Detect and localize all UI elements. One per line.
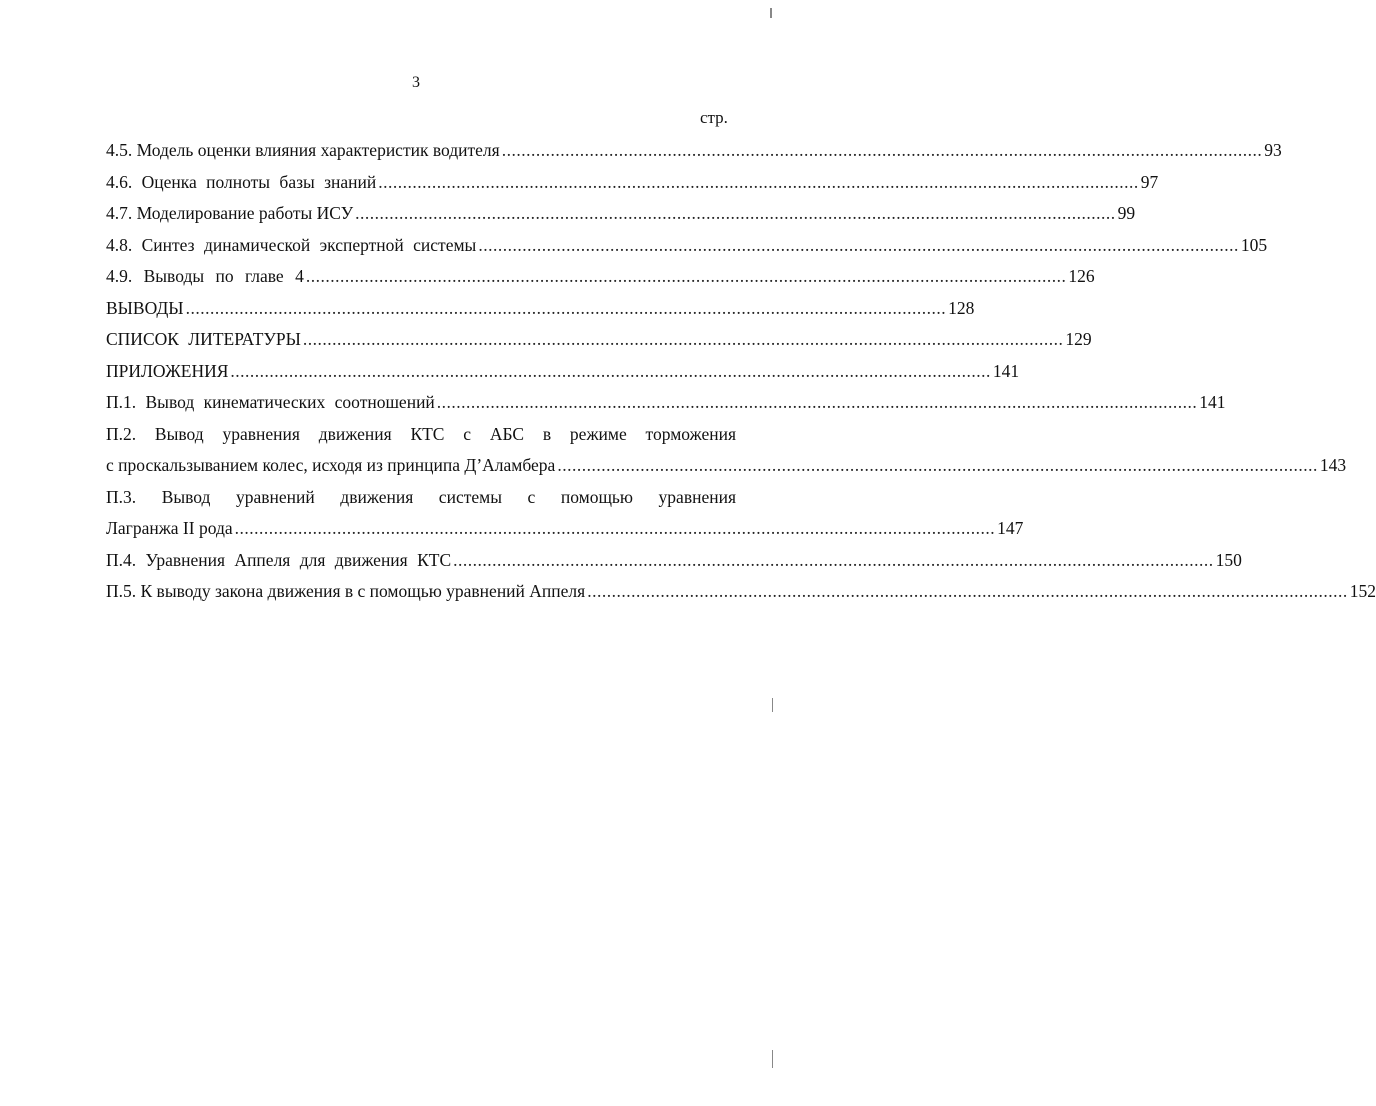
- toc-entry-page: 105: [1240, 234, 1268, 255]
- toc-entry-p4[interactable]: [106, 545, 1242, 577]
- scan-speck: [772, 1050, 773, 1068]
- toc-entry-title: П.4. Уравнения Аппеля для движения КТС: [106, 549, 452, 570]
- toc-entry-4-9[interactable]: [106, 261, 1095, 293]
- toc-entry-p1[interactable]: [106, 387, 1226, 419]
- toc-entry-page: 99: [1117, 203, 1136, 223]
- page-number: 3: [412, 74, 420, 91]
- toc-entry-p3-line2[interactable]: [106, 513, 1024, 545]
- toc-entry-references[interactable]: [106, 324, 1092, 356]
- toc-entry-title: П.5. К выводу закона движения в с помощью уравнений Аппеля: [106, 581, 586, 601]
- page-column-label: стр.: [700, 108, 728, 127]
- toc-entry-page: 141: [992, 360, 1020, 381]
- toc-entry-appendices[interactable]: [106, 356, 1020, 388]
- toc-entry-p5[interactable]: [106, 576, 1376, 608]
- toc-entry-title: Лагранжа II рода: [106, 518, 233, 538]
- toc-entry-4-6[interactable]: [106, 167, 1159, 199]
- toc-entry-title: 4.5. Модель оценки влияния характеристик водителя: [106, 140, 500, 160]
- toc-entry-title: 4.9. Выводы по главе 4: [106, 266, 304, 286]
- dot-leader: ............................................................................................................................................................: [378, 171, 1139, 192]
- scan-speck: [770, 8, 772, 18]
- toc-entry-title: 4.7. Моделирование работы ИСУ: [106, 203, 354, 223]
- dot-leader: ............................................................................................................................................................: [501, 140, 1263, 160]
- dot-leader: ............................................................................................................................................................: [355, 203, 1116, 223]
- toc-entry-title: ВЫВОДЫ: [106, 297, 184, 318]
- toc-entry-page: 147: [997, 518, 1024, 538]
- toc-entry-title: ПРИЛОЖЕНИЯ: [106, 360, 229, 381]
- toc-entry-p2-line2[interactable]: [106, 450, 1347, 482]
- dot-leader: ............................................................................................................................................................: [478, 234, 1239, 255]
- toc-entry-title: СПИСОК ЛИТЕРАТУРЫ: [106, 329, 301, 349]
- dot-leader: ............................................................................................................................................................: [302, 329, 1064, 349]
- dot-leader: ............................................................................................................................................................: [436, 392, 1198, 412]
- dot-leader: ............................................................................................................................................................: [557, 455, 1318, 475]
- toc-entry-4-7[interactable]: [106, 198, 1136, 230]
- toc-entry-page: 150: [1215, 549, 1242, 570]
- toc-entry-page: 126: [1068, 266, 1095, 286]
- toc-entry-title: с проскальзыванием колес, исходя из принципа Д’Аламбера: [106, 455, 556, 475]
- toc-entry-page: 129: [1065, 329, 1092, 349]
- toc-entry-page: 128: [948, 297, 975, 318]
- dot-leader: ............................................................................................................................................................: [185, 297, 947, 318]
- toc-entry-4-5[interactable]: [106, 135, 1282, 167]
- toc-entry-conclusions[interactable]: [106, 293, 975, 325]
- toc-entry-4-8[interactable]: [106, 230, 1268, 262]
- toc-entry-title: П.1. Вывод кинематических соотношений: [106, 392, 435, 412]
- table-of-contents: [106, 135, 1376, 608]
- toc-entry-page: 143: [1319, 455, 1347, 475]
- dot-leader: ............................................................................................................................................................: [587, 581, 1348, 601]
- toc-entry-page: 97: [1140, 171, 1159, 192]
- toc-entry-p2-line1[interactable]: П.2. Вывод уравнения движения КТС с АБС в режиме торможения: [106, 423, 736, 444]
- toc-entry-title: 4.8. Синтез динамической экспертной системы: [106, 234, 477, 255]
- dot-leader: ............................................................................................................................................................: [230, 360, 991, 381]
- dot-leader: ............................................................................................................................................................: [453, 549, 1214, 570]
- toc-entry-page: 93: [1264, 140, 1282, 160]
- toc-entry-p3-line1[interactable]: П.3. Вывод уравнений движения системы с помощью уравнения: [106, 486, 736, 507]
- toc-entry-page: 141: [1199, 392, 1226, 412]
- dot-leader: ............................................................................................................................................................: [234, 518, 996, 538]
- dot-leader: ............................................................................................................................................................: [305, 266, 1067, 286]
- toc-entry-page: 152: [1349, 581, 1376, 601]
- scan-speck: [772, 698, 773, 712]
- toc-entry-title: 4.6. Оценка полноты базы знаний: [106, 171, 377, 192]
